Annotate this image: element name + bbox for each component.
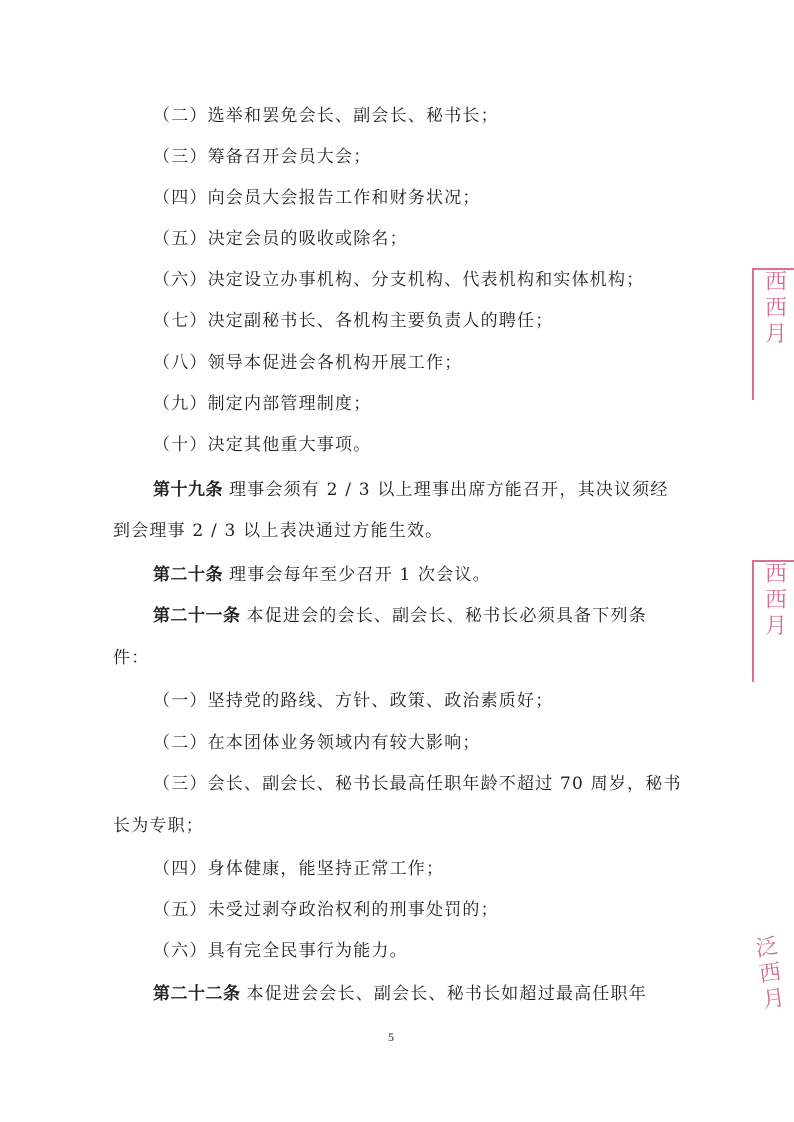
seal-stamp-icon: 泛 西 月 (754, 934, 787, 1014)
article-21-cont: 件： (113, 648, 150, 668)
article-text: 理事会每年至少召开 1 次会议。 (229, 565, 491, 585)
article-heading: 第十九条 (153, 480, 223, 500)
condition-item-cont: 长为专职； (113, 816, 204, 836)
condition-item: （五）未受过剥夺政治权利的刑事处罚的； (153, 900, 499, 920)
article-21 (153, 604, 647, 628)
list-item: （二）选举和罢免会长、副会长、秘书长； (153, 106, 499, 126)
article-heading: 第二十条 (153, 565, 223, 585)
list-item: （八）领导本促进会各机构开展工作； (153, 353, 463, 373)
article-19 (153, 478, 669, 502)
list-item: （十）决定其他重大事项。 (153, 435, 372, 455)
list-item: （四）向会员大会报告工作和财务状况； (153, 188, 481, 208)
article-20 (153, 563, 491, 587)
condition-item: （四）身体健康，能坚持正常工作； (153, 859, 445, 879)
list-item: （七）决定副秘书长、各机构主要负责人的聘任； (153, 311, 554, 331)
article-text: 本促进会会长、副会长、秘书长如超过最高任职年 (246, 984, 647, 1004)
condition-item: （一）坚持党的路线、方针、政策、政治素质好； (153, 691, 554, 711)
list-item: （三）筹备召开会员大会； (153, 147, 372, 167)
list-item: （六）决定设立办事机构、分支机构、代表机构和实体机构； (153, 270, 645, 290)
condition-item: （三）会长、副会长、秘书长最高任职年龄不超过 70 周岁，秘书 (153, 774, 682, 794)
seal-stamp-icon: 西 西 月 (752, 268, 794, 400)
page-number: 5 (388, 1030, 394, 1044)
article-text: 理事会须有 2 / 3 以上理事出席方能召开，其决议须经 (229, 480, 669, 500)
article-heading: 第二十二条 (153, 984, 241, 1004)
list-item: （九）制定内部管理制度； (153, 394, 372, 414)
condition-item: （二）在本团体业务领域内有较大影响； (153, 733, 481, 753)
article-22 (153, 982, 647, 1006)
seal-stamp-icon: 西 西 月 (752, 560, 794, 682)
article-heading: 第二十一条 (153, 606, 241, 626)
condition-item: （六）具有完全民事行为能力。 (153, 941, 408, 961)
list-item: （五）决定会员的吸收或除名； (153, 229, 408, 249)
article-text: 本促进会的会长、副会长、秘书长必须具备下列条 (246, 606, 647, 626)
article-19-cont: 到会理事 2 / 3 以上表决通过方能生效。 (113, 521, 444, 541)
